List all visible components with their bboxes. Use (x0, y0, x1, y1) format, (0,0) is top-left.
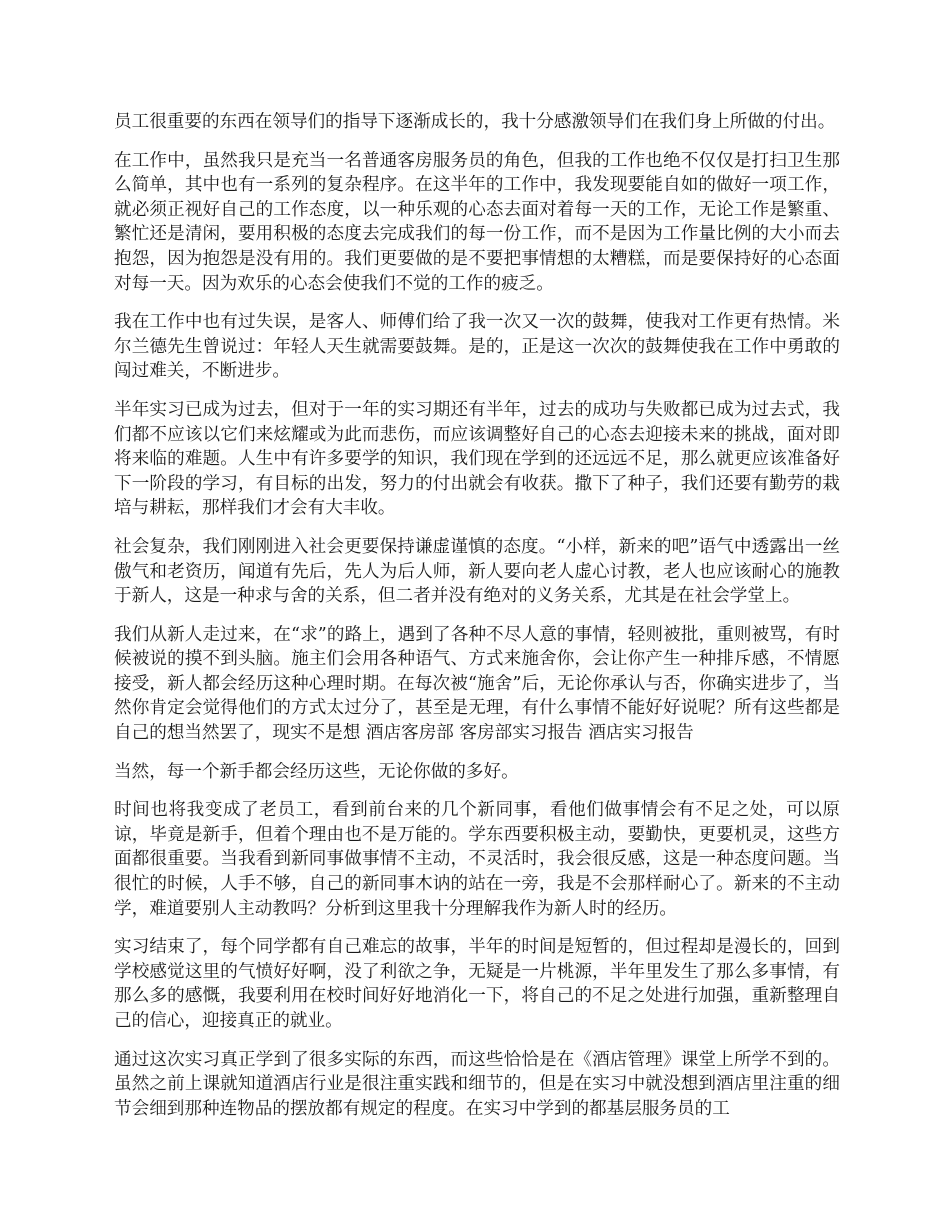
paragraph-2: 在工作中，虽然我只是充当一名普通客房服务员的角色，但我的工作也绝不仅仅是打扫卫生那么简单，其中也有一系列的复杂程序。在这半年的工作中，我发现要能自如的做好一项工作，就必须正视好自己的工作态度，以一种乐观的心态去面对着每一天的工作，无论工作是繁重、繁忙还是清闲，要用积极的态度去完成我们的每一份工作，而不是因为工作量比例的大小而去抱怨，因为抱怨是没有用的。我们更要做的是不要把事情想的太糟糕，而是要保持好的心态面对每一天。因为欢乐的心态会使我们不觉的工作的疲乏。 (114, 150, 840, 294)
paragraph-5: 社会复杂，我们刚刚进入社会更要保持谦虚谨慎的态度。“小样，新来的吧”语气中透露出一丝傲气和老资历，闻道有先后，先人为后人师，新人要向老人虚心讨教，老人也应该耐心的施教于新人，这是一种求与舍的关系，但二者并没有绝对的义务关系，尤其是在社会学堂上。 (114, 536, 840, 607)
paragraph-8: 时间也将我变成了老员工，看到前台来的几个新同事，看他们做事情会有不足之处，可以原谅，毕竟是新手，但着个理由也不是万能的。学东西要积极主动，要勤快，更要机灵，这些方面都很重要。当我看到新同事做事情不主动，不灵活时，我会很反感，这是一种态度问题。当很忙的时候，人手不够，自己的新同事木讷的站在一旁，我是不会那样耐心了。新来的不主动学，难道要别人主动教吗？分析到这里我十分理解我作为新人时的经历。 (114, 800, 840, 919)
paragraph-6: 我们从新人走过来，在“求”的路上，遇到了各种不尽人意的事情，轻则被批，重则被骂，有时候被说的摸不到头脑。施主们会用各种语气、方式来施舍你，会让你产生一种排斥感，不情愿接受，新人都会经历这种心理时期。在每次被“施舍”后，无论你承认与否，你确实进步了，当然你肯定会觉得他们的方式太过分了，甚至是无理，有什么事情不能好好说呢？所有这些都是自己的想当然罢了，现实不是想 酒店客房部 客房部实习报告 酒店实习报告 (114, 624, 840, 744)
paragraph-9: 实习结束了，每个同学都有自己难忘的故事，半年的时间是短暂的，但过程却是漫长的，回到学校感觉这里的气愤好好啊，没了利欲之争，无疑是一片桃源，半年里发生了那么多事情，有那么多的感慨，我要利用在校时间好好地消化一下，将自己的不足之处进行加强，重新整理自己的信心，迎接真正的就业。 (114, 937, 840, 1031)
paragraph-3: 我在工作中也有过失误，是客人、师傅们给了我一次又一次的鼓舞，使我对工作更有热情。米尔兰德先生曾说过：年轻人天生就需要鼓舞。是的，正是这一次次的鼓舞使我在工作中勇敢的闯过难关，不断进步。 (114, 312, 840, 382)
paragraph-7: 当然，每一个新手都会经历这些，无论你做的多好。 (114, 761, 519, 782)
paragraph-1: 员工很重要的东西在领导们的指导下逐渐成长的，我十分感激领导们在我们身上所做的付出。 (114, 112, 836, 132)
document-body (114, 110, 840, 1135)
paragraph-4: 半年实习已成为过去，但对于一年的实习期还有半年，过去的成功与失败都已成为过去式，我们都不应该以它们来炫耀或为此而悲伤，而应该调整好自己的心态去迎接未来的挑战，面对即将来临的难题。人生中有许多要学的知识，我们现在学到的还远远不足，那么就更应该准备好下一阶段的学习，有目标的出发，努力的付出就会有收获。撒下了种子，我们还要有勤劳的栽培与耕耘，那样我们才会有大丰收。 (114, 399, 840, 519)
paragraph-10: 通过这次实习真正学到了很多实际的东西，而这些恰恰是在《酒店管理》课堂上所学不到的。虽然之前上课就知道酒店行业是很注重实践和细节的，但是在实习中就没想到酒店里注重的细节会细到那种连物品的摆放都有规定的程度。在实习中学到的都基层服务员的工 (114, 1049, 840, 1119)
